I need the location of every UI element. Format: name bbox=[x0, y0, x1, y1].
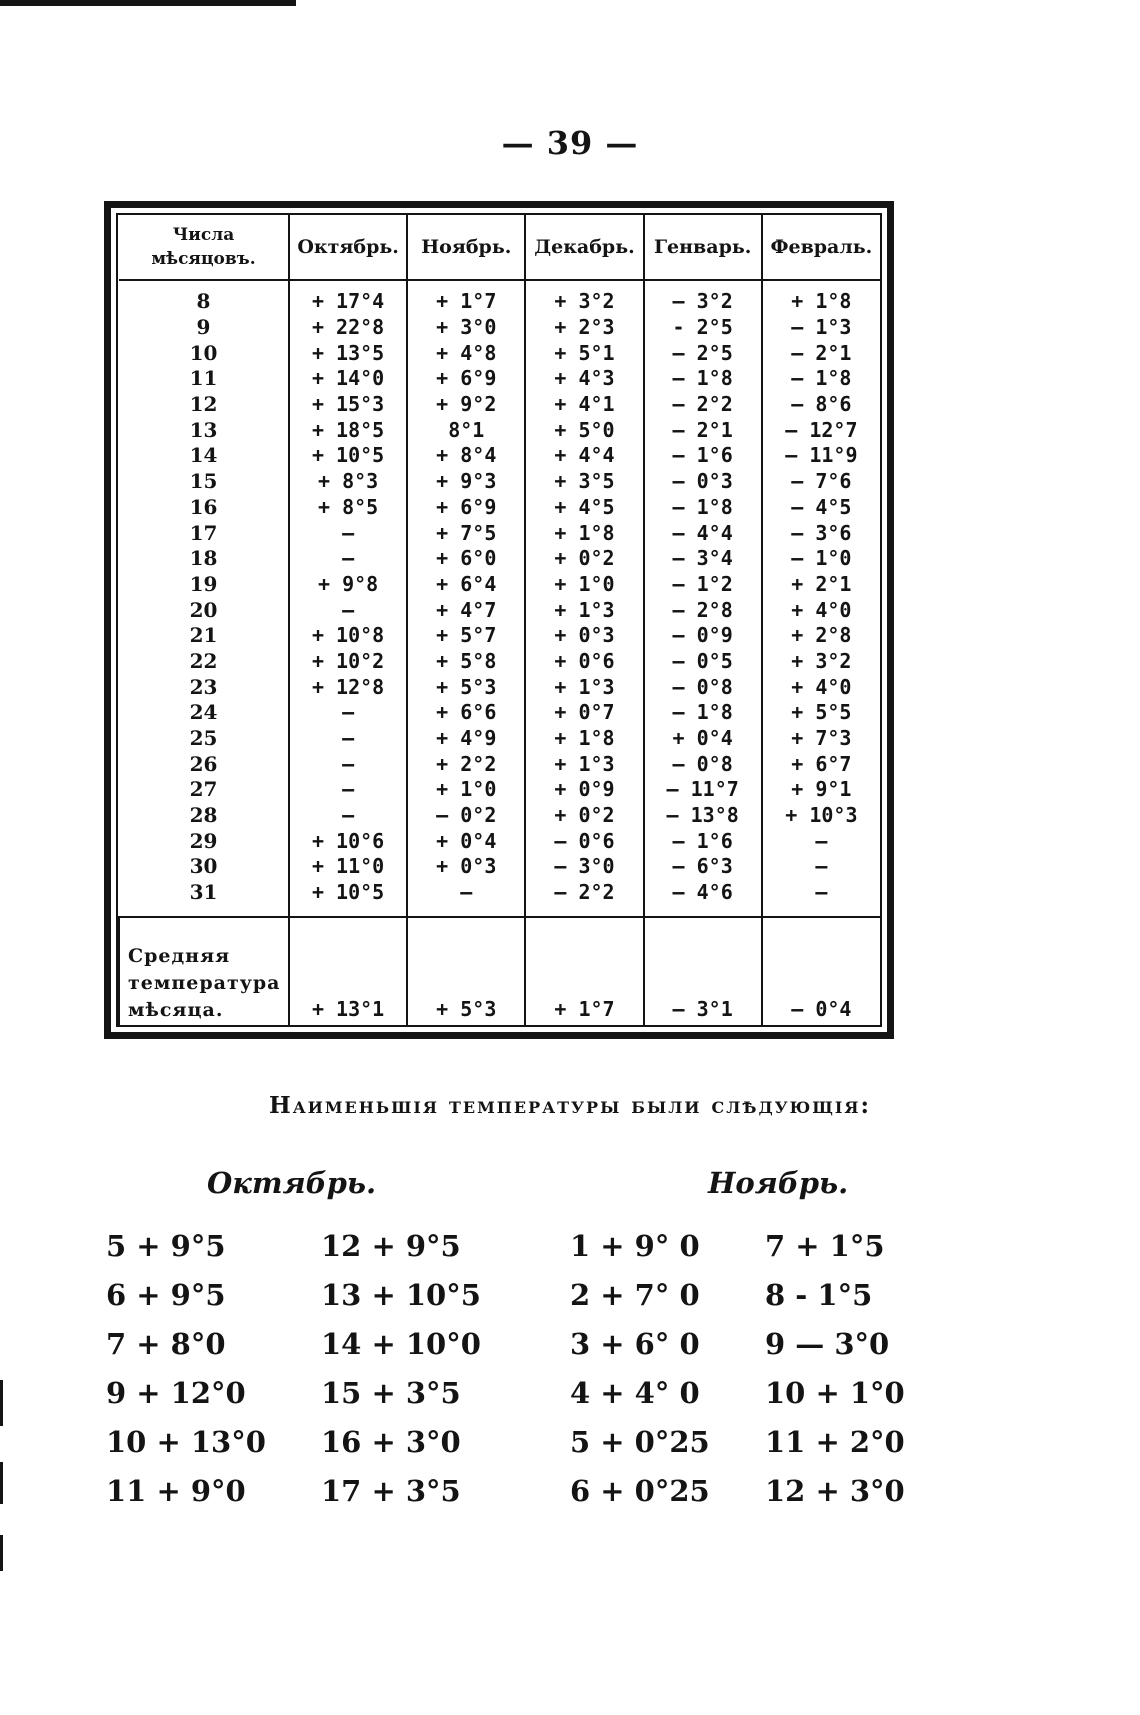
cell-january: — 0°9 bbox=[644, 623, 762, 649]
november-lowest-entry: 10 + 1°0 bbox=[765, 1376, 905, 1410]
october-lowest-entry: 16 + 3°0 bbox=[321, 1425, 461, 1459]
cell-december: + 3°5 bbox=[525, 469, 643, 495]
cell-january: — 0°3 bbox=[644, 469, 762, 495]
cell-october: — bbox=[289, 751, 407, 777]
mean-row bbox=[119, 917, 880, 1028]
table-row bbox=[119, 340, 880, 366]
table-row bbox=[119, 854, 880, 880]
cell-november: + 2°2 bbox=[407, 751, 525, 777]
cell-october: + 15°3 bbox=[289, 392, 407, 418]
table-row bbox=[119, 828, 880, 854]
cell-december: + 1°8 bbox=[525, 520, 643, 546]
cell-day: 17 bbox=[189, 520, 218, 545]
cell-november: + 9°2 bbox=[407, 392, 525, 418]
cell-november: + 6°9 bbox=[407, 495, 525, 521]
cell-day: 11 bbox=[189, 366, 218, 391]
header-october: Октябрь. bbox=[289, 215, 407, 280]
cell-november: — bbox=[407, 880, 525, 917]
cell-february: + 1°8 bbox=[762, 280, 880, 315]
cell-december: + 1°0 bbox=[525, 572, 643, 598]
cell-february: + 2°8 bbox=[762, 623, 880, 649]
cell-january: — 11°7 bbox=[644, 777, 762, 803]
cell-february: — 1°0 bbox=[762, 546, 880, 572]
cell-february: — 3°6 bbox=[762, 520, 880, 546]
cell-day: 24 bbox=[189, 700, 218, 725]
cell-december: + 3°2 bbox=[525, 280, 643, 315]
mean-november: + 5°3 bbox=[407, 917, 525, 1028]
temperature-table-frame bbox=[104, 201, 894, 1039]
cell-january: - 2°5 bbox=[644, 315, 762, 341]
cell-october: + 17°4 bbox=[289, 280, 407, 315]
cell-february: — 1°3 bbox=[762, 315, 880, 341]
table-row bbox=[119, 700, 880, 726]
cell-january: — 6°3 bbox=[644, 854, 762, 880]
cell-january: — 0°5 bbox=[644, 649, 762, 675]
cell-october: + 10°5 bbox=[289, 443, 407, 469]
cell-december: + 4°5 bbox=[525, 495, 643, 521]
table-row bbox=[119, 674, 880, 700]
cell-october: + 11°0 bbox=[289, 854, 407, 880]
cell-january: — 0°8 bbox=[644, 751, 762, 777]
top-edge-bar bbox=[0, 0, 296, 6]
cell-november: + 6°9 bbox=[407, 366, 525, 392]
october-lowest-entry: 6 + 9°5 bbox=[106, 1278, 226, 1312]
november-lowest-entry: 9 — 3°0 bbox=[765, 1327, 890, 1361]
table-row bbox=[119, 751, 880, 777]
cell-november: + 0°4 bbox=[407, 828, 525, 854]
cell-february: — 7°6 bbox=[762, 469, 880, 495]
table-row bbox=[119, 880, 880, 917]
header-days: Числа мѣсяцовъ. bbox=[119, 215, 289, 280]
cell-november: + 4°7 bbox=[407, 597, 525, 623]
cell-november: — 0°2 bbox=[407, 803, 525, 829]
cell-february: + 7°3 bbox=[762, 726, 880, 752]
table-row bbox=[119, 623, 880, 649]
cell-december: — 3°0 bbox=[525, 854, 643, 880]
cell-november: + 1°7 bbox=[407, 280, 525, 315]
cell-january: — 1°8 bbox=[644, 366, 762, 392]
cell-day: 19 bbox=[189, 571, 218, 596]
table-row bbox=[119, 520, 880, 546]
cell-november: + 1°0 bbox=[407, 777, 525, 803]
cell-day: 9 bbox=[196, 315, 211, 340]
table-row bbox=[119, 572, 880, 598]
november-lowest-entry: 5 + 0°25 bbox=[570, 1425, 710, 1459]
cell-november: + 6°6 bbox=[407, 700, 525, 726]
cell-day: 29 bbox=[189, 828, 218, 853]
cell-october: + 13°5 bbox=[289, 340, 407, 366]
cell-november: + 5°7 bbox=[407, 623, 525, 649]
cell-october: + 8°5 bbox=[289, 495, 407, 521]
cell-december: + 5°0 bbox=[525, 417, 643, 443]
november-lowest-entry: 3 + 6° 0 bbox=[570, 1327, 700, 1361]
table-row bbox=[119, 417, 880, 443]
temperature-table-inner bbox=[116, 213, 882, 1027]
table-row bbox=[119, 649, 880, 675]
cell-february: — 2°1 bbox=[762, 340, 880, 366]
table-row bbox=[119, 443, 880, 469]
cell-day: 26 bbox=[189, 751, 218, 776]
cell-november: + 7°5 bbox=[407, 520, 525, 546]
table-body bbox=[119, 280, 880, 917]
cell-october: + 10°6 bbox=[289, 828, 407, 854]
cell-february: — bbox=[762, 854, 880, 880]
cell-january: — 3°4 bbox=[644, 546, 762, 572]
cell-december: — 0°6 bbox=[525, 828, 643, 854]
cell-october: — bbox=[289, 777, 407, 803]
cell-february: — 1°8 bbox=[762, 366, 880, 392]
table-row bbox=[119, 469, 880, 495]
cell-october: + 22°8 bbox=[289, 315, 407, 341]
cell-day: 14 bbox=[189, 443, 218, 468]
cell-october: — bbox=[289, 803, 407, 829]
cell-february: + 4°0 bbox=[762, 597, 880, 623]
october-lowest-entry: 13 + 10°5 bbox=[321, 1278, 481, 1312]
cell-october: — bbox=[289, 546, 407, 572]
cell-november: + 9°3 bbox=[407, 469, 525, 495]
october-lowest-entry: 15 + 3°5 bbox=[321, 1376, 461, 1410]
november-lowest-entry: 4 + 4° 0 bbox=[570, 1376, 700, 1410]
cell-january: — 1°6 bbox=[644, 443, 762, 469]
cell-january: — 3°2 bbox=[644, 280, 762, 315]
cell-day: 25 bbox=[189, 726, 218, 751]
cell-november: + 0°3 bbox=[407, 854, 525, 880]
cell-october: + 14°0 bbox=[289, 366, 407, 392]
header-february: Февраль. bbox=[762, 215, 880, 280]
cell-day: 21 bbox=[189, 623, 218, 648]
october-lowest-entry: 11 + 9°0 bbox=[106, 1474, 246, 1508]
october-lowest-entry: 12 + 9°5 bbox=[321, 1229, 461, 1263]
november-lowest-entry: 7 + 1°5 bbox=[765, 1229, 885, 1263]
table-row bbox=[119, 546, 880, 572]
cell-day: 8 bbox=[196, 289, 211, 314]
cell-january: — 0°8 bbox=[644, 674, 762, 700]
cell-october: — bbox=[289, 700, 407, 726]
mean-february: — 0°4 bbox=[762, 917, 880, 1028]
cell-february: + 4°0 bbox=[762, 674, 880, 700]
cell-day: 18 bbox=[189, 546, 218, 571]
table-row bbox=[119, 597, 880, 623]
table-header-row bbox=[119, 215, 880, 280]
cell-february: — 4°5 bbox=[762, 495, 880, 521]
cell-day: 16 bbox=[189, 494, 218, 519]
cell-december: — 2°2 bbox=[525, 880, 643, 917]
cell-day: 23 bbox=[189, 674, 218, 699]
cell-december: + 2°3 bbox=[525, 315, 643, 341]
header-january: Генварь. bbox=[644, 215, 762, 280]
november-lowest-entry: 12 + 3°0 bbox=[765, 1474, 905, 1508]
cell-december: + 1°3 bbox=[525, 751, 643, 777]
table-row bbox=[119, 803, 880, 829]
november-lowest-entry: 2 + 7° 0 bbox=[570, 1278, 700, 1312]
cell-february: — bbox=[762, 828, 880, 854]
cell-january: + 0°4 bbox=[644, 726, 762, 752]
november-lowest-entry: 8 - 1°5 bbox=[765, 1278, 873, 1312]
october-lowest-entry: 10 + 13°0 bbox=[106, 1425, 266, 1459]
cell-day: 10 bbox=[189, 340, 218, 365]
margin-mark bbox=[0, 1380, 3, 1426]
cell-december: + 1°3 bbox=[525, 597, 643, 623]
cell-november: + 5°8 bbox=[407, 649, 525, 675]
november-lowest-entry: 1 + 9° 0 bbox=[570, 1229, 700, 1263]
cell-day: 30 bbox=[189, 854, 218, 879]
cell-november: + 6°0 bbox=[407, 546, 525, 572]
mean-december: + 1°7 bbox=[525, 917, 643, 1028]
cell-january: — 1°8 bbox=[644, 700, 762, 726]
table-row bbox=[119, 726, 880, 752]
november-lowest-list bbox=[570, 1222, 920, 1516]
header-december: Декабрь. bbox=[525, 215, 643, 280]
cell-october: — bbox=[289, 726, 407, 752]
cell-january: — 4°6 bbox=[644, 880, 762, 917]
cell-november: + 6°4 bbox=[407, 572, 525, 598]
page-number: — 39 — bbox=[501, 124, 639, 162]
cell-february: + 2°1 bbox=[762, 572, 880, 598]
table-row bbox=[119, 315, 880, 341]
cell-november: + 5°3 bbox=[407, 674, 525, 700]
cell-october: + 10°8 bbox=[289, 623, 407, 649]
temperature-table bbox=[118, 215, 880, 1027]
cell-february: + 10°3 bbox=[762, 803, 880, 829]
october-lowest-entry: 14 + 10°0 bbox=[321, 1327, 481, 1361]
margin-mark bbox=[0, 1535, 3, 1571]
cell-december: + 0°9 bbox=[525, 777, 643, 803]
cell-day: 12 bbox=[189, 392, 218, 417]
cell-february: + 5°5 bbox=[762, 700, 880, 726]
cell-january: — 1°6 bbox=[644, 828, 762, 854]
cell-december: + 0°3 bbox=[525, 623, 643, 649]
margin-mark bbox=[0, 1462, 3, 1504]
cell-february: + 9°1 bbox=[762, 777, 880, 803]
table-row bbox=[119, 280, 880, 315]
lowest-temperatures-heading: Наименьшія температуры были слѣдующія: bbox=[268, 1092, 872, 1119]
cell-february: — bbox=[762, 880, 880, 917]
october-lowest-entry: 7 + 8°0 bbox=[106, 1327, 226, 1361]
cell-december: + 5°1 bbox=[525, 340, 643, 366]
cell-december: + 0°2 bbox=[525, 546, 643, 572]
cell-february: — 8°6 bbox=[762, 392, 880, 418]
cell-october: + 10°5 bbox=[289, 880, 407, 917]
november-title: Ноябрь. bbox=[708, 1166, 849, 1200]
cell-october: + 12°8 bbox=[289, 674, 407, 700]
cell-october: — bbox=[289, 520, 407, 546]
table-row bbox=[119, 366, 880, 392]
november-lowest-entry: 6 + 0°25 bbox=[570, 1474, 710, 1508]
cell-october: + 9°8 bbox=[289, 572, 407, 598]
cell-january: — 13°8 bbox=[644, 803, 762, 829]
cell-day: 15 bbox=[189, 469, 218, 494]
cell-november: + 4°8 bbox=[407, 340, 525, 366]
cell-november: + 4°9 bbox=[407, 726, 525, 752]
cell-december: + 4°3 bbox=[525, 366, 643, 392]
november-lowest-entry: 11 + 2°0 bbox=[765, 1425, 905, 1459]
cell-december: + 4°1 bbox=[525, 392, 643, 418]
cell-january: — 2°2 bbox=[644, 392, 762, 418]
cell-february: — 12°7 bbox=[762, 417, 880, 443]
cell-day: 20 bbox=[189, 597, 218, 622]
cell-january: — 2°1 bbox=[644, 417, 762, 443]
october-lowest-entry: 5 + 9°5 bbox=[106, 1229, 226, 1263]
cell-december: + 0°6 bbox=[525, 649, 643, 675]
cell-january: — 2°8 bbox=[644, 597, 762, 623]
header-november: Ноябрь. bbox=[407, 215, 525, 280]
mean-label: Средняя температура мѣсяца. bbox=[119, 917, 289, 1028]
cell-day: 28 bbox=[189, 803, 218, 828]
october-lowest-entry: 9 + 12°0 bbox=[106, 1376, 246, 1410]
table-row bbox=[119, 777, 880, 803]
cell-november: 8°1 bbox=[407, 417, 525, 443]
table-row bbox=[119, 392, 880, 418]
cell-day: 27 bbox=[189, 777, 218, 802]
cell-january: — 1°2 bbox=[644, 572, 762, 598]
cell-january: — 4°4 bbox=[644, 520, 762, 546]
cell-october: + 10°2 bbox=[289, 649, 407, 675]
cell-december: + 0°2 bbox=[525, 803, 643, 829]
table-row bbox=[119, 495, 880, 521]
cell-february: — 11°9 bbox=[762, 443, 880, 469]
cell-october: + 18°5 bbox=[289, 417, 407, 443]
cell-day: 31 bbox=[189, 880, 218, 905]
cell-february: + 6°7 bbox=[762, 751, 880, 777]
mean-october: + 13°1 bbox=[289, 917, 407, 1028]
cell-december: + 1°8 bbox=[525, 726, 643, 752]
cell-november: + 3°0 bbox=[407, 315, 525, 341]
october-title: Октябрь. bbox=[207, 1166, 377, 1200]
cell-day: 22 bbox=[189, 648, 218, 673]
cell-october: + 8°3 bbox=[289, 469, 407, 495]
cell-december: + 4°4 bbox=[525, 443, 643, 469]
october-lowest-list bbox=[106, 1222, 496, 1516]
mean-january: — 3°1 bbox=[644, 917, 762, 1028]
cell-december: + 1°3 bbox=[525, 674, 643, 700]
cell-day: 13 bbox=[189, 417, 218, 442]
october-lowest-entry: 17 + 3°5 bbox=[321, 1474, 461, 1508]
cell-october: — bbox=[289, 597, 407, 623]
cell-january: — 2°5 bbox=[644, 340, 762, 366]
cell-january: — 1°8 bbox=[644, 495, 762, 521]
cell-february: + 3°2 bbox=[762, 649, 880, 675]
cell-november: + 8°4 bbox=[407, 443, 525, 469]
cell-december: + 0°7 bbox=[525, 700, 643, 726]
